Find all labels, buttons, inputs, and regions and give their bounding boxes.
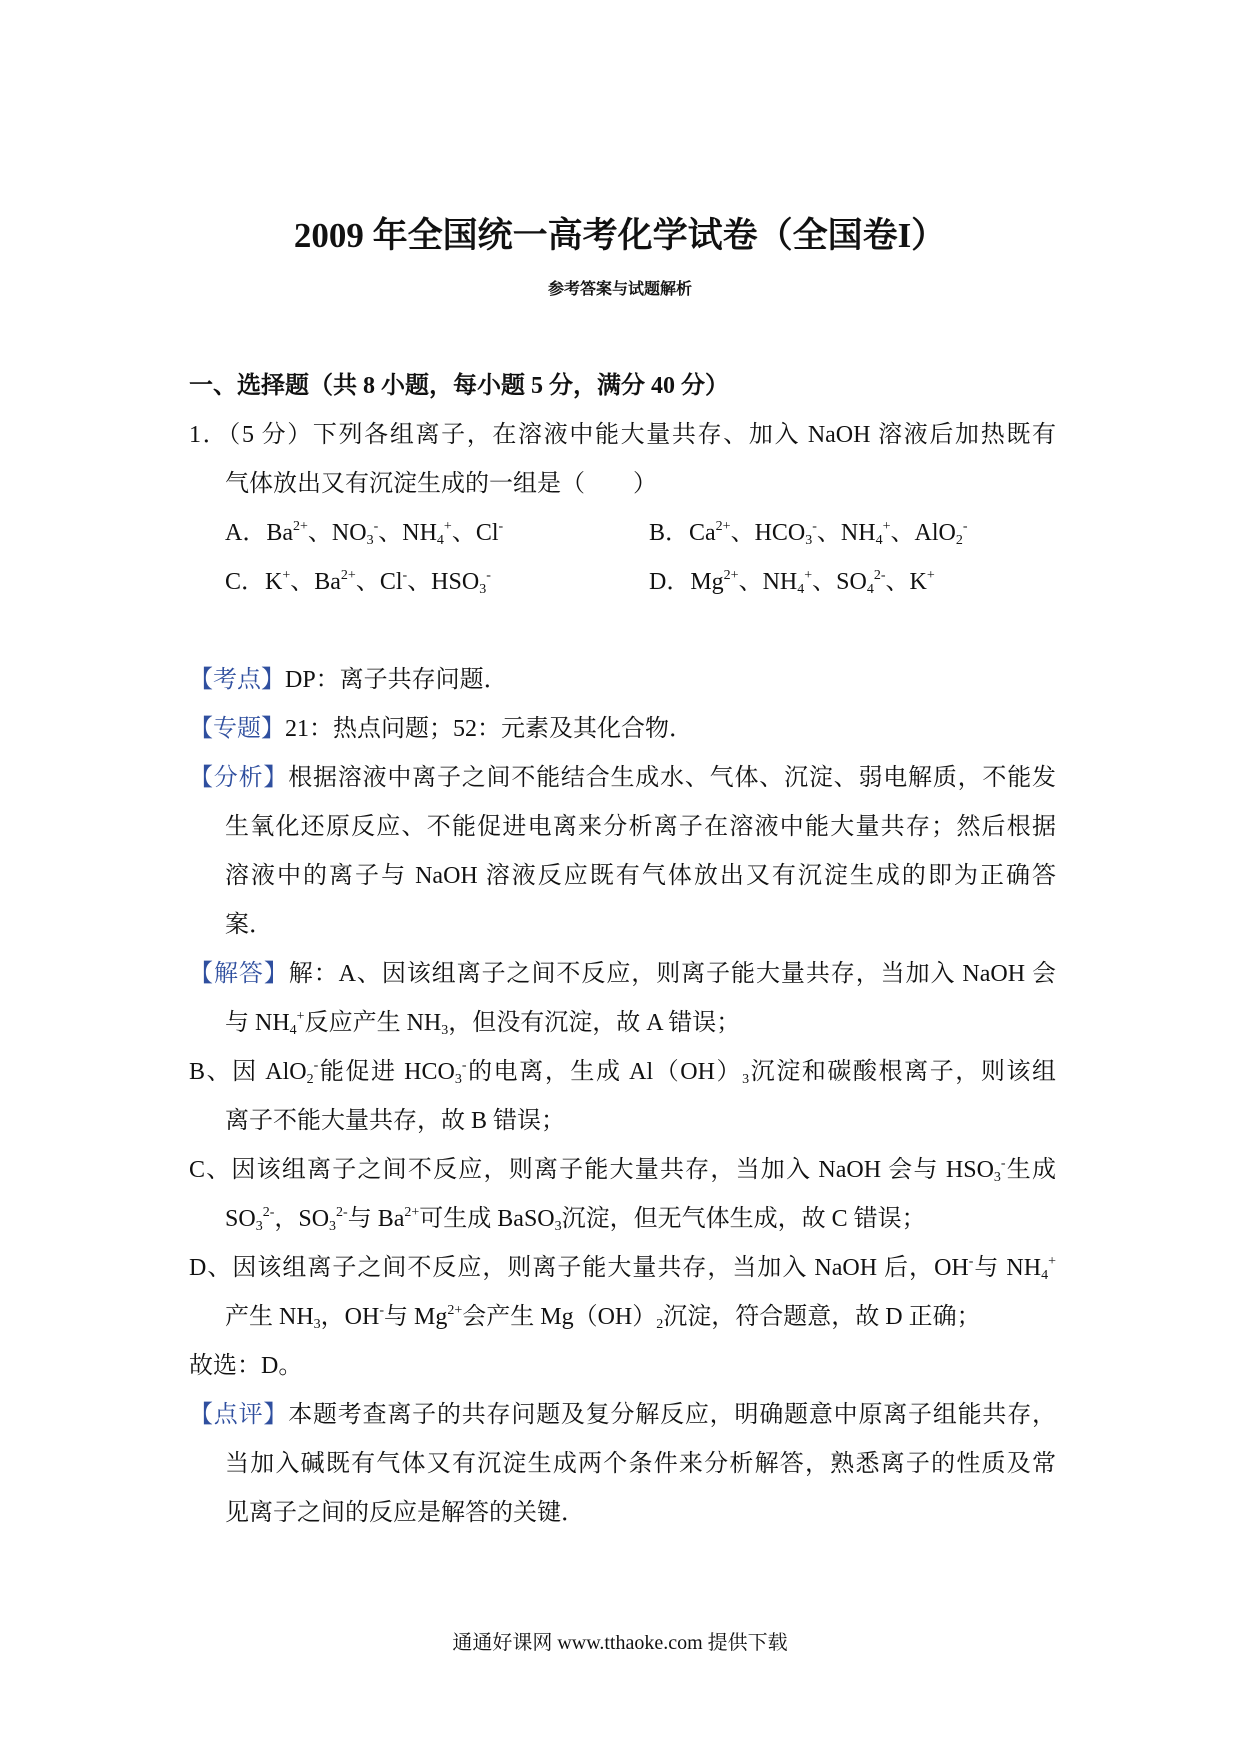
text-line xyxy=(189,1244,1056,1293)
text-run: 与 NH xyxy=(225,1010,290,1036)
solution-b-block xyxy=(189,1048,1056,1146)
text-run: 可生成 BaSO xyxy=(419,1206,555,1232)
text-run: 、NH xyxy=(816,520,876,546)
text-run: A．Ba xyxy=(225,520,293,546)
option-b xyxy=(649,509,1056,558)
superscript: - xyxy=(379,1303,385,1318)
superscript: - xyxy=(812,519,817,534)
option-c xyxy=(225,558,649,607)
text-run: 、NH xyxy=(378,520,437,546)
main-content xyxy=(189,362,1056,1538)
subscript: 3 xyxy=(554,1219,562,1234)
subscript: 4 xyxy=(875,533,883,548)
text-run: 、AlO xyxy=(890,520,956,546)
text-line xyxy=(189,1489,1056,1538)
section-label: 【分析】 xyxy=(189,765,289,791)
text-run: 、SO xyxy=(812,569,867,595)
subscript: 3 xyxy=(454,1072,462,1087)
text-run: C．K xyxy=(225,569,283,595)
text-run: 反应产生 NH xyxy=(304,1010,442,1036)
text-run: 沉淀，但无气体生成，故 C 错误； xyxy=(561,1206,926,1232)
subscript: 2 xyxy=(955,533,963,548)
text-run: 、NH xyxy=(738,569,798,595)
superscript: 2- xyxy=(336,1205,348,1220)
subscript: 3 xyxy=(441,1023,449,1038)
analysis-block xyxy=(189,754,1056,950)
subscript: 3 xyxy=(313,1317,321,1332)
page-subtitle: 参考答案与试题解析 xyxy=(547,281,692,298)
subscript: 3 xyxy=(805,533,813,548)
question-stem xyxy=(189,411,1056,509)
topic-block xyxy=(189,705,1056,754)
text-run: 、Ba xyxy=(290,569,341,595)
question-options xyxy=(189,509,1056,607)
text-line xyxy=(189,656,1056,705)
text-run: B、因 AlO xyxy=(189,1059,307,1085)
section-label: 【点评】 xyxy=(189,1402,289,1428)
comment-block xyxy=(189,1391,1056,1538)
subscript: 3 xyxy=(742,1072,750,1087)
superscript: - xyxy=(313,1058,319,1073)
superscript: 2+ xyxy=(293,519,308,534)
text-run: 生氧化还原反应、不能促进电离来分析离子在溶液中能大量共存；然后根据 xyxy=(225,814,1056,840)
solution-d-block xyxy=(189,1244,1056,1342)
text-line xyxy=(189,1146,1056,1195)
section-label: 【解答】 xyxy=(189,961,289,987)
section-label: 【考点】 xyxy=(189,667,285,693)
text-run: ，OH xyxy=(320,1304,380,1330)
text-run: 本题考查离子的共存问题及复分解反应，明确题意中原离子组能共存， xyxy=(288,1402,1057,1428)
text-run: SO xyxy=(225,1206,256,1232)
subscript: 2 xyxy=(656,1317,664,1332)
subscript: 4 xyxy=(1041,1268,1049,1283)
text-run: 沉淀和碳酸根离子，则该组 xyxy=(749,1059,1056,1085)
subscript: 2 xyxy=(306,1072,314,1087)
text-run: 与 Mg xyxy=(384,1304,448,1330)
text-line xyxy=(189,1048,1056,1097)
superscript: 2+ xyxy=(340,568,356,583)
superscript: - xyxy=(962,519,968,534)
text-line xyxy=(189,901,1056,950)
text-run: 21：热点问题；52：元素及其化合物． xyxy=(285,716,693,742)
text-run: B．Ca xyxy=(649,520,716,546)
page-title: 2009 年全国统一高考化学试卷（全国卷I） xyxy=(293,216,947,255)
text-line xyxy=(189,1195,1056,1244)
solution-c-block xyxy=(189,1146,1056,1244)
subscript: 4 xyxy=(797,582,805,597)
text-run: 见离子之间的反应是解答的关键． xyxy=(225,1500,585,1526)
text-line xyxy=(189,411,1056,460)
option-d xyxy=(649,558,1056,607)
text-run: 解：A、因该组离子之间不反应，则离子能大量共存，当加入 NaOH 会 xyxy=(288,961,1057,987)
text-run: 产生 NH xyxy=(225,1304,314,1330)
page-footer: 通通好课网 www.tthaoke.com 提供下载 xyxy=(452,1632,788,1654)
text-run: DP：离子共存问题． xyxy=(285,667,508,693)
final-answer-block xyxy=(189,1342,1056,1391)
text-line xyxy=(189,1342,1056,1391)
text-run: 、HSO xyxy=(407,569,480,595)
text-run: 气体放出又有沉淀生成的一组是（ ） xyxy=(225,471,657,497)
superscript: + xyxy=(926,568,935,583)
text-run: D．Mg xyxy=(649,569,724,595)
subscript: 3 xyxy=(329,1219,337,1234)
text-run: 、NO xyxy=(307,520,367,546)
text-run: 、Cl xyxy=(355,569,403,595)
text-run: ，SO xyxy=(274,1206,330,1232)
text-line xyxy=(189,852,1056,901)
text-run: 生成 xyxy=(1005,1157,1056,1183)
knowledge-point-block xyxy=(189,656,1056,705)
superscript: - xyxy=(402,568,408,583)
superscript: + xyxy=(882,519,891,534)
text-line xyxy=(189,754,1056,803)
text-run: 故选：D。 xyxy=(189,1353,303,1379)
answer-analysis xyxy=(189,656,1056,1538)
text-run: 与 Ba xyxy=(347,1206,405,1232)
superscript: - xyxy=(461,1058,467,1073)
subscript: 4 xyxy=(866,582,874,597)
superscript: + xyxy=(804,568,813,583)
text-run: 当加入碱既有气体又有沉淀生成两个条件来分析解答，熟悉离子的性质及常 xyxy=(225,1451,1056,1477)
superscript: - xyxy=(498,519,504,534)
superscript: - xyxy=(486,568,491,583)
text-run: 能促进 HCO xyxy=(318,1059,455,1085)
section-heading: 一、选择题（共 8 小题，每小题 5 分，满分 40 分） xyxy=(189,373,729,399)
text-run: 、K xyxy=(885,569,927,595)
subscript: 4 xyxy=(436,533,444,548)
text-run: D、因该组离子之间不反应，则离子能大量共存，当加入 NaOH 后，OH xyxy=(189,1255,969,1281)
section-label: 【专题】 xyxy=(189,716,285,742)
superscript: + xyxy=(443,519,452,534)
subscript: 4 xyxy=(289,1023,297,1038)
superscript: 2+ xyxy=(723,568,739,583)
superscript: 2- xyxy=(262,1205,275,1220)
text-run: 的电离，生成 Al（OH） xyxy=(466,1059,743,1085)
subscript: 3 xyxy=(993,1170,1001,1185)
superscript: 2+ xyxy=(715,519,731,534)
text-run: 案． xyxy=(225,912,273,938)
text-line xyxy=(189,803,1056,852)
question-text xyxy=(189,411,1056,509)
spacer xyxy=(189,607,1056,656)
superscript: + xyxy=(1048,1254,1056,1269)
text-line xyxy=(189,460,1056,509)
option-a xyxy=(225,509,649,558)
solution-block xyxy=(189,950,1056,1048)
text-line xyxy=(189,1440,1056,1489)
text-line xyxy=(189,705,1056,754)
text-line xyxy=(189,999,1056,1048)
text-run: 与 NH xyxy=(973,1255,1042,1281)
text-run: 沉淀，符合题意，故 D 正确； xyxy=(663,1304,981,1330)
text-line xyxy=(189,950,1056,999)
subscript: 3 xyxy=(255,1219,263,1234)
text-run: 根据溶液中离子之间不能结合生成水、气体、沉淀、弱电解质，不能发 xyxy=(288,765,1057,791)
text-line xyxy=(189,1097,1056,1146)
text-run: 、Cl xyxy=(451,520,499,546)
text-run: 离子不能大量共存，故 B 错误； xyxy=(225,1108,566,1134)
text-run: 1．（5 分）下列各组离子，在溶液中能大量共存、加入 NaOH 溶液后加热既有 xyxy=(189,422,1056,448)
text-run: 会产生 Mg（OH） xyxy=(462,1304,657,1330)
superscript: 2- xyxy=(873,568,886,583)
text-run: 溶液中的离子与 NaOH 溶液反应既有气体放出又有沉淀生成的即为正确答 xyxy=(225,863,1056,889)
superscript: 2+ xyxy=(447,1303,463,1318)
text-run: C、因该组离子之间不反应，则离子能大量共存，当加入 NaOH 会与 HSO xyxy=(189,1157,994,1183)
superscript: + xyxy=(282,568,291,583)
superscript: - xyxy=(373,519,379,534)
subscript: 3 xyxy=(479,582,487,597)
superscript: - xyxy=(968,1254,974,1269)
text-line xyxy=(189,1391,1056,1440)
superscript: - xyxy=(1000,1156,1006,1171)
superscript: + xyxy=(296,1009,305,1024)
text-line xyxy=(189,1293,1056,1342)
subscript: 3 xyxy=(366,533,374,548)
superscript: 2+ xyxy=(404,1205,420,1220)
text-run: ，但没有沉淀，故 A 错误； xyxy=(448,1010,741,1036)
text-run: 、HCO xyxy=(730,520,806,546)
